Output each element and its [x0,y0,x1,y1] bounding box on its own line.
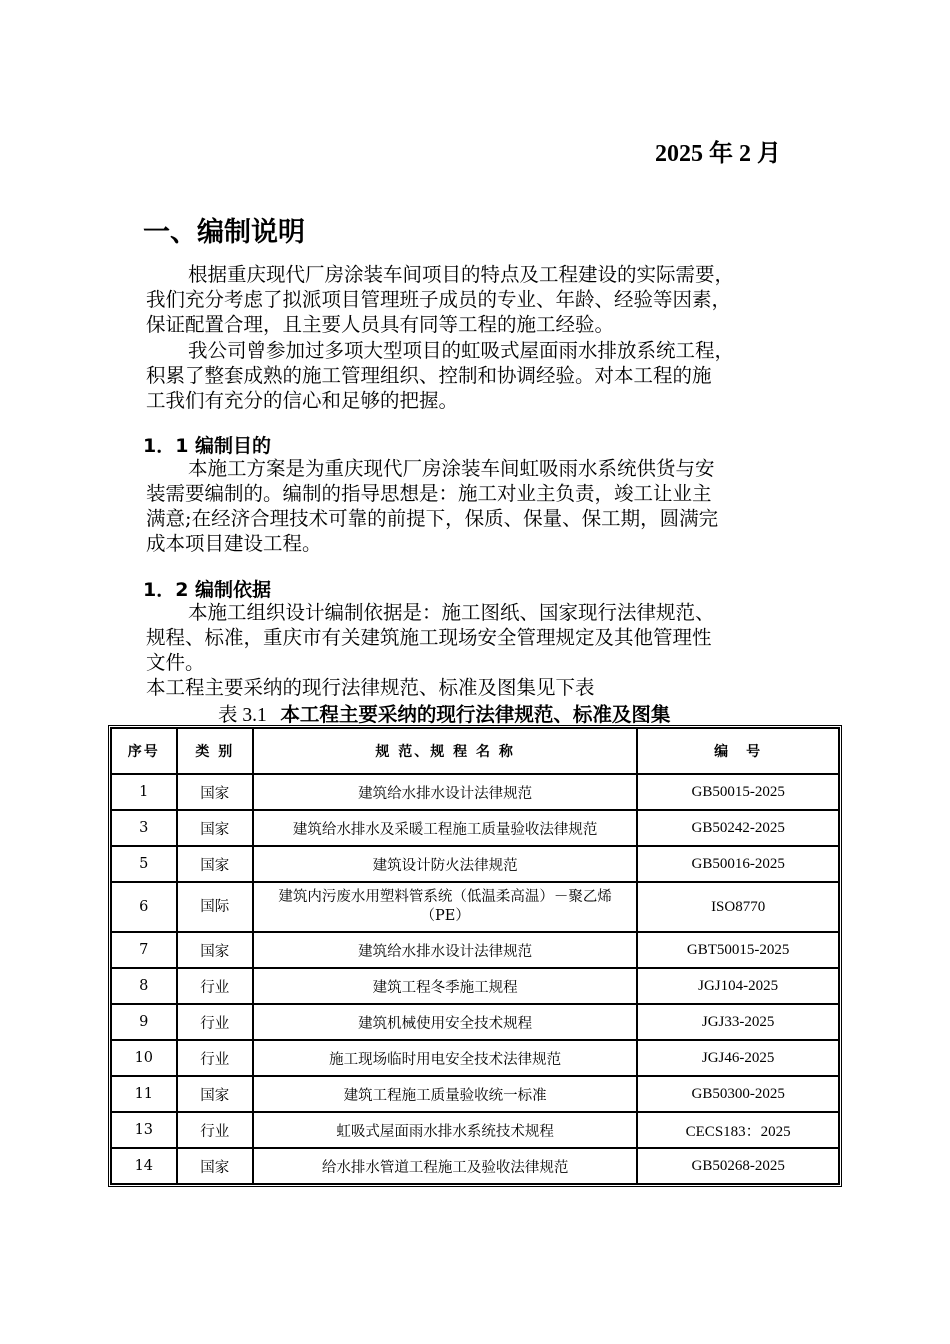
text-line: 本施工组织设计编制依据是：施工图纸、国家现行法律规范、 [188,601,715,624]
cell-category: 行业 [177,1004,253,1040]
cell-no: 5 [111,846,177,882]
text-line: 根据重庆现代厂房涂装车间项目的特点及工程建设的实际需要， [188,263,735,286]
cell-name: 建筑给水排水设计法律规范 [253,932,637,968]
cell-name: 建筑工程冬季施工规程 [253,968,637,1004]
cell-no: 3 [111,810,177,846]
cell-no: 8 [111,968,177,1004]
cell-category: 国家 [177,774,253,810]
table-intro-note: 本工程主要采纳的现行法律规范、标准及图集见下表 [146,676,595,699]
text-line: 工我们有充分的信心和足够的把握。 [146,389,459,412]
header-no: 序号 [111,728,177,774]
table-row [111,846,839,882]
header-name: 规 范、规 程 名 称 [253,728,637,774]
intro-paragraph-1 [146,262,816,337]
section-heading: 一、编制说明 [143,217,305,248]
table-caption-text: 本工程主要采纳的现行法律规范、标准及图集 [280,703,671,726]
table-row [111,932,839,968]
text-line: 文件。 [146,651,205,674]
cell-category: 行业 [177,968,253,1004]
text-line: 积累了整套成熟的施工管理组织、控制和协调经验。对本工程的施 [146,364,712,387]
basis-paragraph [146,600,816,700]
cell-no: 14 [111,1148,177,1184]
cell-name: 给水排水管道工程施工及验收法律规范 [253,1148,637,1184]
cell-code: JGJ46-2025 [637,1040,839,1076]
cell-category: 行业 [177,1112,253,1148]
cell-name: 建筑内污废水用塑料管系统（低温柔高温）－聚乙烯（PE） [253,882,637,932]
cell-category: 国家 [177,846,253,882]
cell-category: 国家 [177,810,253,846]
table-caption [218,699,670,727]
cell-category: 国家 [177,1148,253,1184]
cell-name: 建筑给水排水设计法律规范 [253,774,637,810]
purpose-paragraph [146,456,816,556]
table-header-row [111,728,839,774]
table-row [111,1148,839,1184]
table-row [111,1004,839,1040]
text-line: 保证配置合理，且主要人员具有同等工程的施工经验。 [146,313,615,336]
cell-code: GB50268-2025 [637,1148,839,1184]
cell-no: 11 [111,1076,177,1112]
cell-no: 10 [111,1040,177,1076]
cell-code: CECS183：2025 [637,1112,839,1148]
text-line: 成本项目建设工程。 [146,532,322,555]
cell-category: 行业 [177,1040,253,1076]
cell-code: JGJ33-2025 [637,1004,839,1040]
table-row [111,1040,839,1076]
text-line: 装需要编制的。编制的指导思想是：施工对业主负责，竣工让业主 [146,482,712,505]
table-row [111,1076,839,1112]
cell-name: 建筑机械使用安全技术规程 [253,1004,637,1040]
cell-name: 建筑工程施工质量验收统一标准 [253,1076,637,1112]
cell-no: 7 [111,932,177,968]
cell-name: 建筑给水排水及采暖工程施工质量验收法律规范 [253,810,637,846]
cell-no: 9 [111,1004,177,1040]
cell-category: 国家 [177,1076,253,1112]
cell-name: 虹吸式屋面雨水排水系统技术规程 [253,1112,637,1148]
cell-category: 国家 [177,932,253,968]
subsection-heading-1-2: 1．2 编制依据 [143,579,272,601]
cell-code: GB50242-2025 [637,810,839,846]
cell-code: GBT50015-2025 [637,932,839,968]
subsection-heading-1-1: 1．1 编制目的 [143,435,272,457]
table-caption-number: 表 3.1 [218,705,267,726]
text-line: 我们充分考虑了拟派项目管理班子成员的专业、年龄、经验等因素， [146,288,732,311]
table-row [111,1112,839,1148]
cell-code: GB50300-2025 [637,1076,839,1112]
cell-code: ISO8770 [637,882,839,932]
text-line: 满意;在经济合理技术可靠的前提下，保质、保量、保工期，圆满完 [146,507,719,530]
header-category: 类 别 [177,728,253,774]
cell-code: JGJ104-2025 [637,968,839,1004]
intro-paragraph-2 [146,338,816,413]
cell-no: 13 [111,1112,177,1148]
cell-name: 建筑设计防火法律规范 [253,846,637,882]
cell-category: 国际 [177,882,253,932]
table-row [111,774,839,810]
document-date: 2025 年 2 月 [655,141,781,167]
cell-no: 1 [111,774,177,810]
text-line: 规程、标准，重庆市有关建筑施工现场安全管理规定及其他管理性 [146,626,712,649]
table-row [111,810,839,846]
text-line: 本施工方案是为重庆现代厂房涂装车间虹吸雨水系统供货与安 [188,457,715,480]
standards-table [108,725,842,1187]
cell-name: 施工现场临时用电安全技术法律规范 [253,1040,637,1076]
text-line: 我公司曾参加过多项大型项目的虹吸式屋面雨水排放系统工程， [188,339,735,362]
header-code: 编 号 [637,728,839,774]
table-row [111,968,839,1004]
cell-no: 6 [111,882,177,932]
table-row [111,882,839,932]
cell-code: GB50015-2025 [637,774,839,810]
cell-code: GB50016-2025 [637,846,839,882]
